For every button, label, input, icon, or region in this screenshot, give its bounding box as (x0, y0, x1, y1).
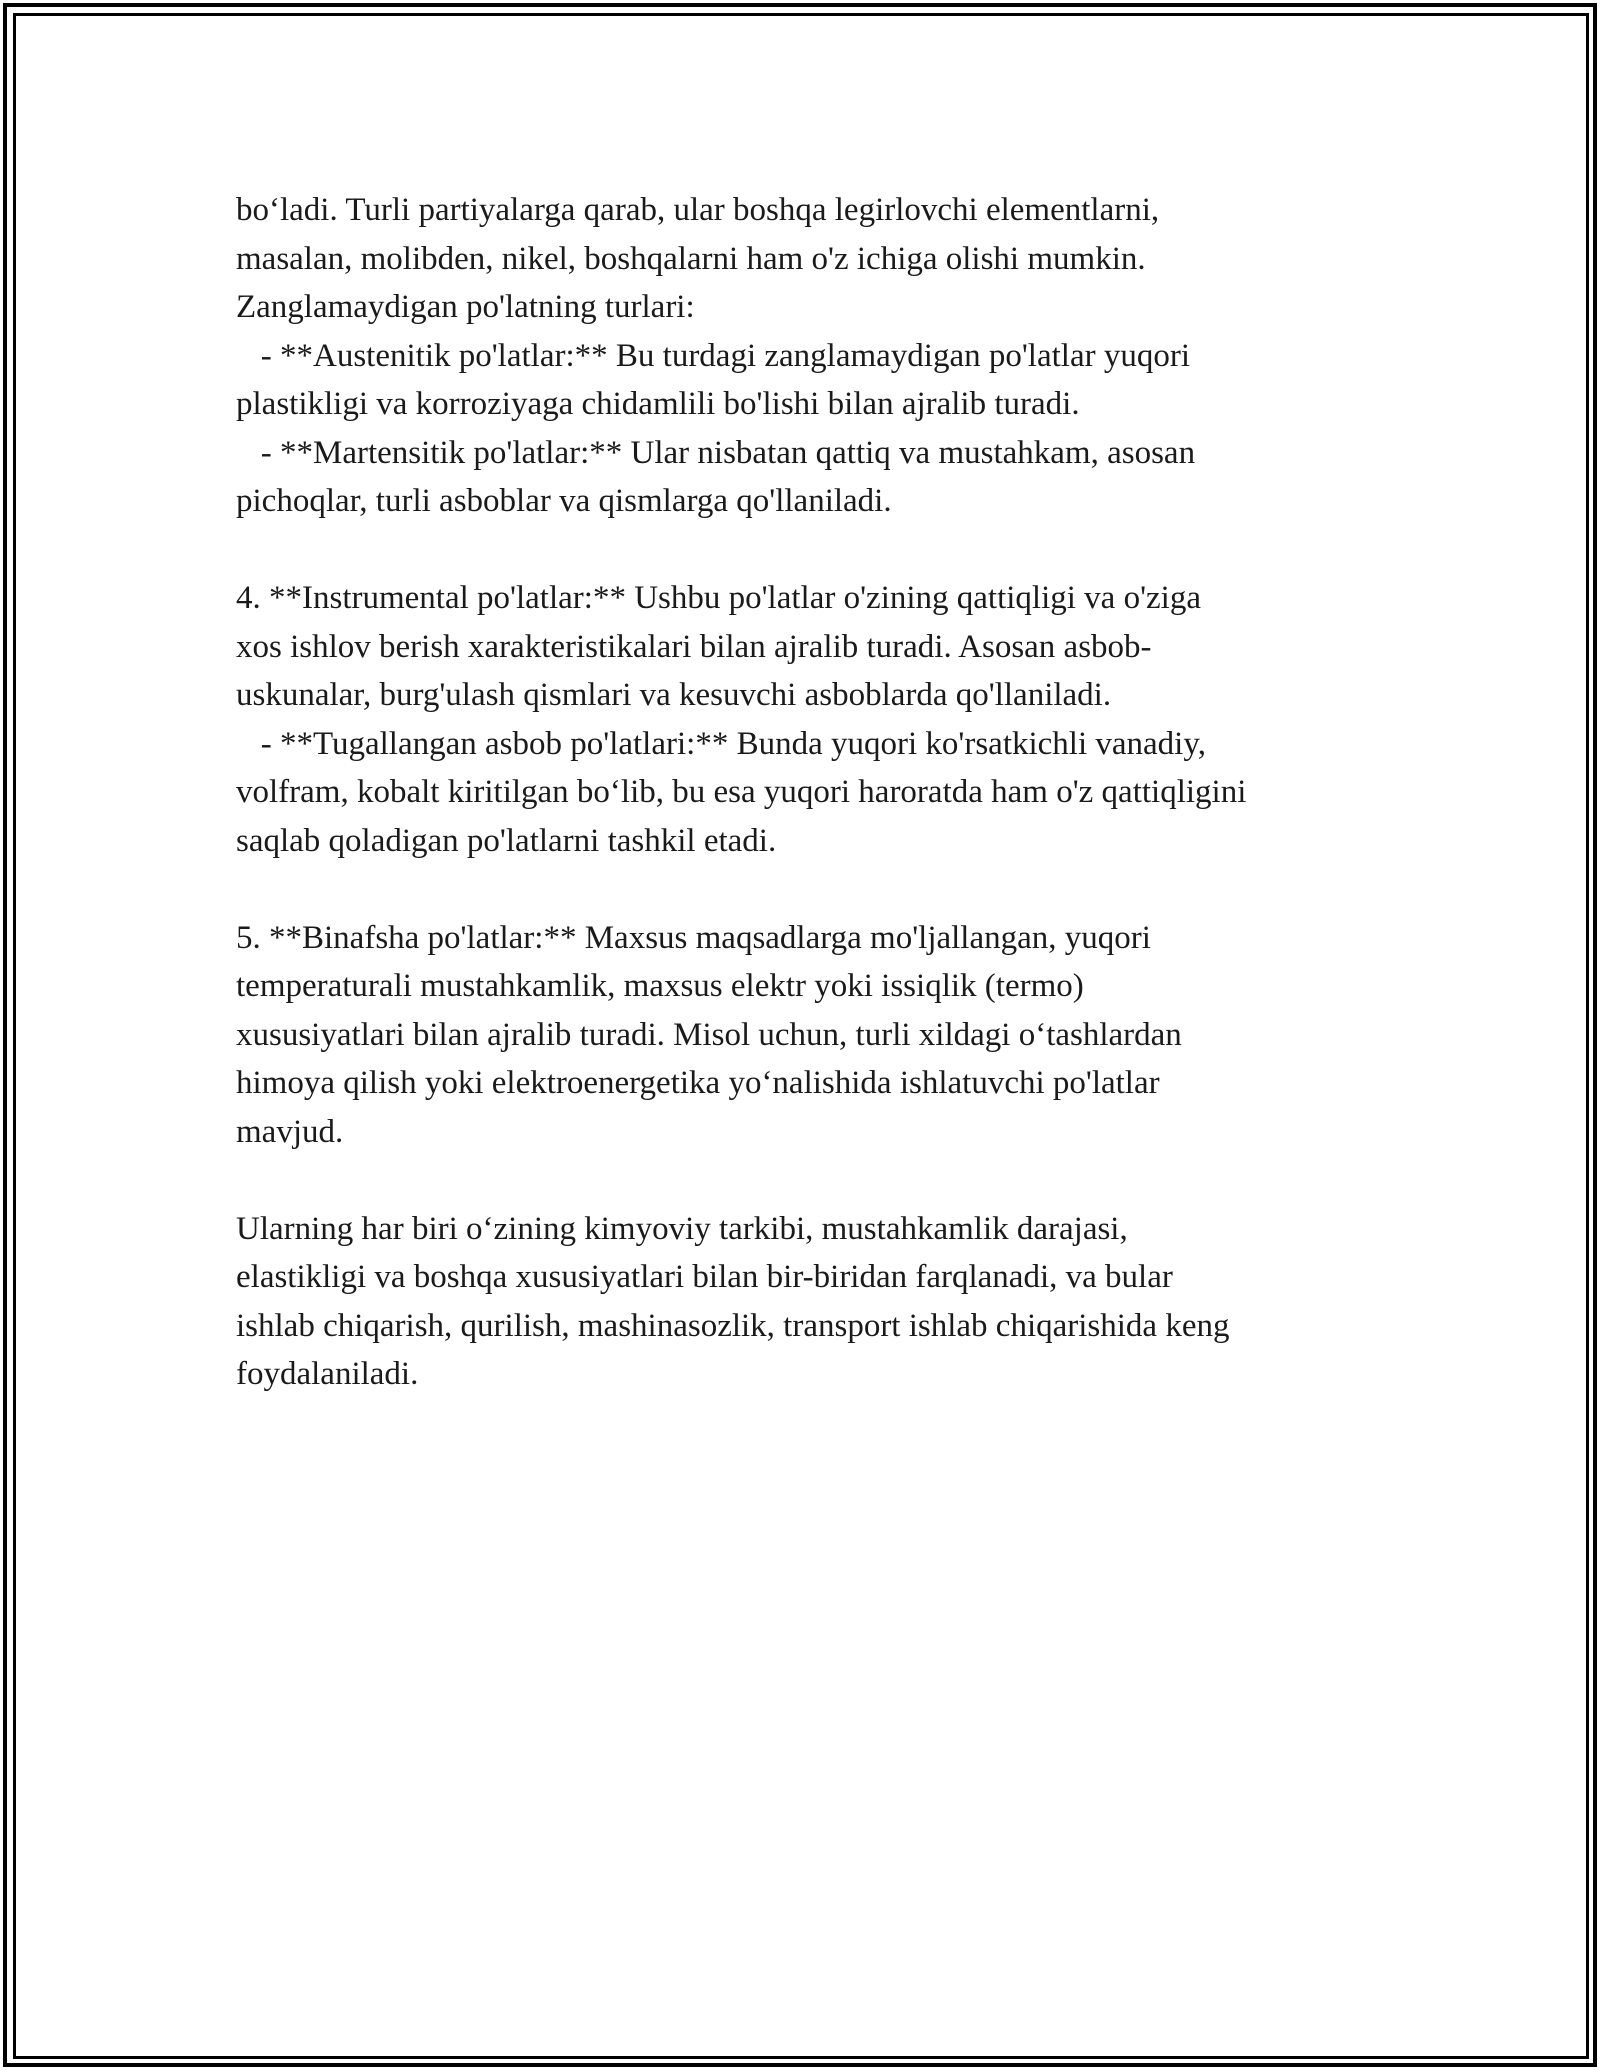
document-body (236, 186, 1386, 1399)
text-line: plastikligi va korroziyaga chidamlili bo'lishi bilan ajralib turadi. (236, 386, 1080, 422)
text-line: masalan, molibden, nikel, boshqalarni ham o'z ichiga olishi mumkin. (236, 240, 1146, 277)
text-line: volfram, kobalt kiritilgan bo‘lib, bu esa yuqori haroratda ham o'z qattiqligini (236, 774, 1247, 810)
text-line: foydalaniladi. (236, 1356, 419, 1392)
text-line: elastikligi va boshqa xususiyatlari bilan bir-biridan farqlanadi, va bular (236, 1259, 1173, 1295)
text-line: ishlab chiqarish, qurilish, mashinasozlik, transport ishlab chiqarishida keng (236, 1307, 1230, 1344)
text-line: saqlab qoladigan po'latlarni tashkil etadi. (236, 822, 777, 859)
text-line: - **Martensitik po'latlar:** Ular nisbatan qattiq va mustahkam, asosan (236, 434, 1196, 471)
text-line: mavjud. (236, 1113, 344, 1150)
paragraph-gap (236, 526, 1386, 575)
text-line: 4. **Instrumental po'latlar:** Ushbu po'latlar o'zining qattiqligi va o'ziga (236, 580, 1201, 616)
paragraph-gap (236, 1156, 1386, 1205)
text-line: xos ishlov berish xarakteristikalari bilan ajralib turadi. Asosan asbob- (236, 628, 1152, 665)
text-line: - **Austenitik po'latlar:** Bu turdagi zanglamaydigan po'latlar yuqori (236, 337, 1191, 374)
text-line: bo‘ladi. Turli partiyalarga qarab, ular boshqa legirlovchi elementlarni, (236, 192, 1160, 228)
text-line: uskunalar, burg'ulash qismlari va kesuvchi asboblarda qo'llaniladi. (236, 677, 1112, 713)
text-line: pichoqlar, turli asboblar va qismlarga qo'llaniladi. (236, 483, 892, 519)
text-line: himoya qilish yoki elektroenergetika yo‘nalishida ishlatuvchi po'latlar (236, 1065, 1160, 1101)
text-line: Zanglamaydigan po'latning turlari: (236, 289, 695, 325)
text-line: Ularning har biri o‘zining kimyoviy tarkibi, mustahkamlik darajasi, (236, 1210, 1128, 1247)
text-line: temperaturali mustahkamlik, maxsus elektr yoki issiqlik (termo) (236, 968, 1084, 1004)
text-line: xususiyatlari bilan ajralib turadi. Misol uchun, turli xildagi o‘tashlardan (236, 1016, 1182, 1053)
text-line: - **Tugallangan asbob po'latlari:** Bunda yuqori ko'rsatkichli vanadiy, (236, 725, 1206, 762)
text-line: 5. **Binafsha po'latlar:** Maxsus maqsadlarga mo'ljallangan, yuqori (236, 919, 1151, 956)
paragraph-gap (236, 865, 1386, 914)
